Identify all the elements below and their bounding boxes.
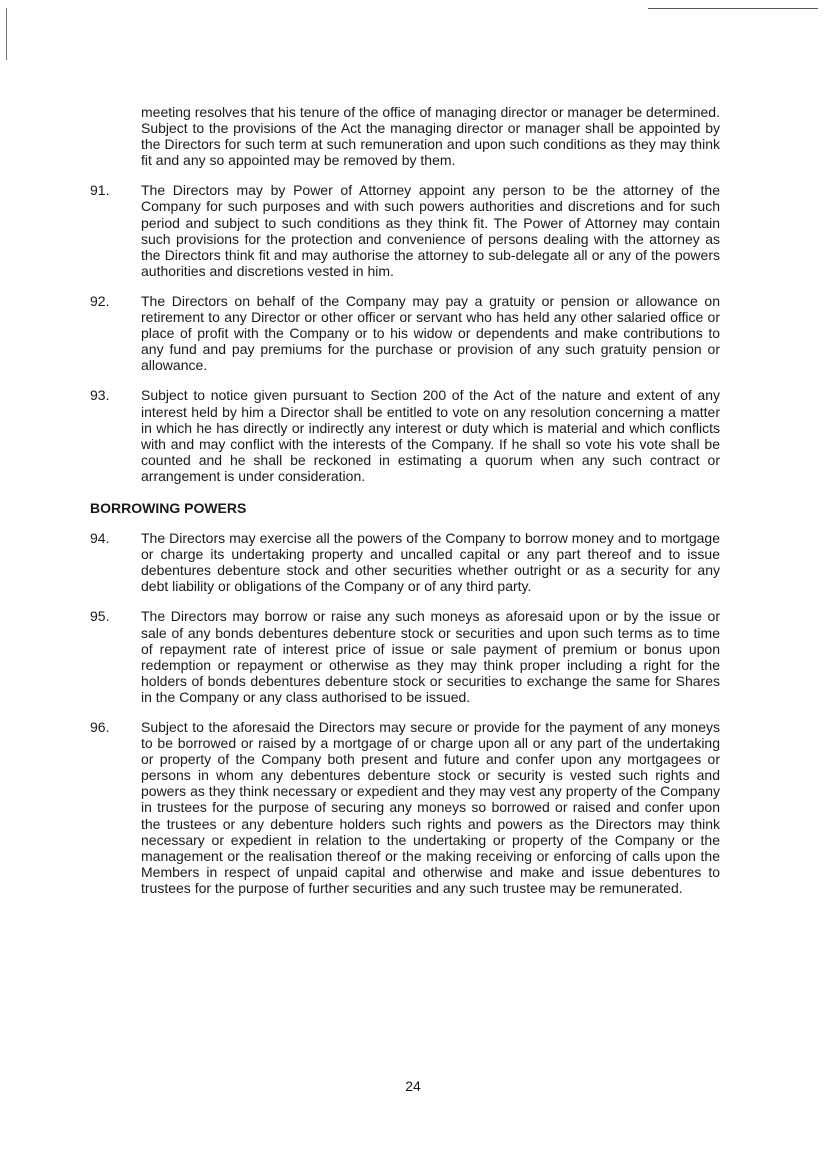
clause-number: 94.: [90, 530, 110, 547]
scan-edge-mark: [6, 8, 7, 60]
clause: [90, 387, 720, 484]
clause-text: Subject to the aforesaid the Directors may secure or provide for the payment of any moneys to be borrowed or raised by a mortgage of or charge upon all or any part of the undertaking or property of the Company both present and future and confer upon any mortgagees or persons in whom any debentures debenture stock or security is vested such rights and powers as they think necessary or expedient and they may vest any property of the Company in trustees for the purpose of securing any moneys so borrowed or raised and confer upon the trustees or any debenture holders such rights and powers as the Directors may think necessary or expedient in relation to the undertaking or property of the Company or the management or the realisation thereof or the making receiving or enforcing of calls upon the Members in respect of unpaid capital and otherwise and make and issue debentures to trustees for the purpose of further securities and any such trustee may be remunerated.: [141, 719, 720, 896]
clause-number: 93.: [90, 387, 110, 404]
section-heading: BORROWING POWERS: [90, 499, 247, 516]
document-body: [90, 104, 720, 896]
clause-number: 95.: [90, 608, 110, 625]
clause-text: The Directors on behalf of the Company may pay a gratuity or pension or allowance on retirement to any Director or other officer or servant who has held any other salaried office or place of profit with the Company or to his widow or dependents and make contributions to any fund and pay premiums for the purchase or provision of any such gratuity pension or allowance.: [141, 292, 720, 374]
clause-number: 96.: [90, 719, 110, 735]
clause-text: The Directors may borrow or raise any such moneys as aforesaid upon or by the issue or sale of any bonds debentures debenture stock or securities and upon such terms as to time of repayment rate of interest price of issue or sale payment of premium or bonus upon redemption or repayment or otherwise as they may think proper including a right for the holders of bonds debentures debenture stock or securities to exchange the same for Shares in the Company or any class authorised to be issued.: [141, 608, 720, 705]
clause: [90, 530, 720, 594]
page-number: 24: [405, 1078, 421, 1094]
scan-edge-line: [648, 8, 818, 9]
clause-number: 92.: [90, 292, 110, 309]
clause-text: Subject to notice given pursuant to Section 200 of the Act of the nature and extent of any interest held by him a Director shall be entitled to vote on any resolution concerning a matter in which he has directly or indirectly any interest or duty which is material and which conflicts with and may conflict with the interests of the Company. If he shall so vote his vote shall be counted and he shall be reckoned in estimating a quorum when any such contract or arrangement is under consideration.: [141, 387, 720, 484]
clause: [90, 293, 720, 373]
clause: [90, 719, 720, 896]
clause-number: 91.: [90, 182, 110, 199]
clause-text: The Directors may exercise all the powers of the Company to borrow money and to mortgage or charge its undertaking property and uncalled capital or any part thereof and to issue debentures debenture stock and other securities whether outright or as a security for any debt liability or obligations of the Company or of any third party.: [141, 530, 720, 595]
intro-paragraph: meeting resolves that his tenure of the office of managing director or manager be determined. Subject to the provisions of the Act the managing director or manager shall be appointed by the Directors for such term at such remuneration and upon such conditions as they may think fit and any so appointed may be removed by them.: [141, 104, 720, 169]
clause: [90, 182, 720, 279]
clause-text: The Directors may by Power of Attorney appoint any person to be the attorney of the Company for such purposes and with such powers authorities and discretions and for such period and subject to such conditions as they think fit. The Power of Attorney may contain such provisions for the protection and convenience of persons dealing with the attorney as the Directors think fit and may authorise the attorney to sub-delegate all or any of the powers authorities and discretions vested in him.: [141, 182, 720, 279]
clause: [90, 608, 720, 705]
